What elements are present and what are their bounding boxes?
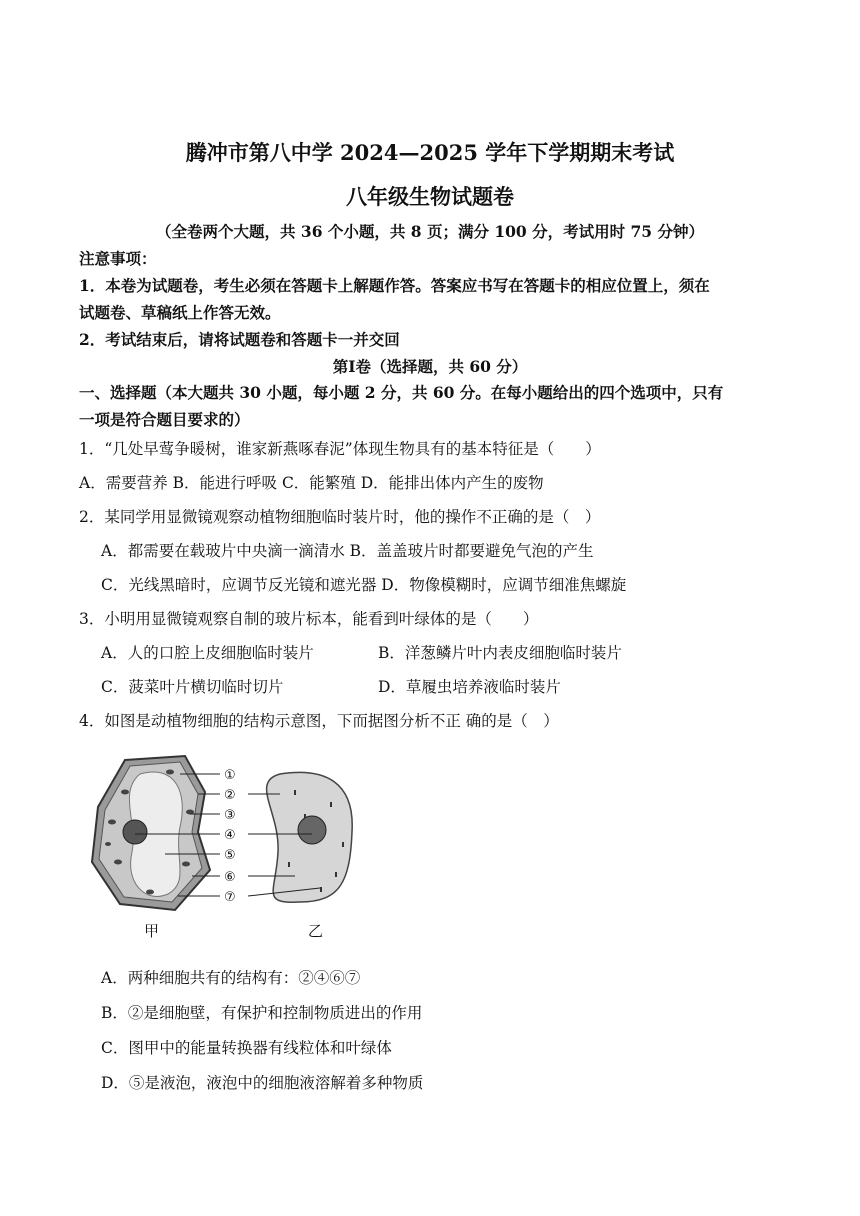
q2-options-row-1: A．都需要在载玻片中央滴一滴清水 B．盖盖玻片时都要避免气泡的产生 [101,542,594,560]
q4-option-c: C．图甲中的能量转换器有线粒体和叶绿体 [101,1039,392,1057]
cell-diagram [80,752,360,942]
q3-option-d: D．草履虫培养液临时装片 [378,678,561,696]
note-1-line-1: 1．本卷为试题卷，考生必须在答题卡上解题作答。答案应书写在答题卡的相应位置上，须在 [79,276,710,295]
q4-option-b: B．②是细胞壁，有保护和控制物质进出的作用 [101,1004,423,1022]
note-2: 2．考试结束后，请将试题卷和答题卡一并交回 [79,330,400,349]
q4-stem: 4．如图是动植物细胞的结构示意图，下而据图分析不正 确的是（ ） [79,712,559,730]
exam-info: （全卷两个大题，共 36 个小题，共 8 页；满分 100 分，考试用时 75 分钟） [156,222,704,241]
q3-stem: 3．小明用显微镜观察自制的玻片标本，能看到叶绿体的是（ ） [79,610,539,628]
q3-option-a: A．人的口腔上皮细胞临时装片 [101,644,314,662]
note-1-line-2: 试题卷、草稿纸上作答无效。 [79,303,281,322]
q2-options-row-2: C．光线黑暗时，应调节反光镜和遮光器 D．物像模糊时，应调节细准焦螺旋 [101,576,627,594]
q2-stem: 2．某同学用显微镜观察动植物细胞临时装片时，他的操作不正确的是（ ） [79,508,601,526]
label-7: ⑦ [224,890,236,905]
section-1-line-1: 一、选择题（本大题共 30 小题，每小题 2 分，共 60 分。在每小题给出的四个选项中，只有 [79,383,724,402]
label-1: ① [224,768,236,783]
caption-right: 乙 [308,922,324,940]
q1-options: A．需要营养 B．能进行呼吸 C．能繁殖 D．能排出体内产生的废物 [79,474,544,492]
label-4: ④ [224,828,236,843]
q3-option-c: C．菠菜叶片横切临时切片 [101,678,284,696]
q4-option-d: D．⑤是液泡，液泡中的细胞液溶解着多种物质 [101,1074,424,1092]
label-5: ⑤ [224,848,236,863]
section-1-line-2: 一项是符合题目要求的） [79,410,250,429]
caption-left: 甲 [144,922,160,940]
animal-cell [267,772,353,902]
exam-title: 腾冲市第八中学 2024—2025 学年下学期期末考试 [185,140,675,165]
q4-option-a: A．两种细胞共有的结构有：②④⑥⑦ [101,969,361,987]
q3-option-b: B．洋葱鳞片叶内表皮细胞临时装片 [378,644,622,662]
label-6: ⑥ [224,870,236,885]
notes-heading: 注意事项： [79,249,157,268]
q1-stem: 1．“几处早莺争暖树，谁家新燕啄春泥”体现生物具有的基本特征是（ ） [79,440,601,458]
plant-cell [92,756,210,910]
label-2: ② [224,788,236,803]
part-1-heading: 第Ⅰ卷（选择题，共 60 分） [332,357,528,376]
exam-subtitle: 八年级生物试题卷 [346,184,514,209]
label-3: ③ [224,808,236,823]
